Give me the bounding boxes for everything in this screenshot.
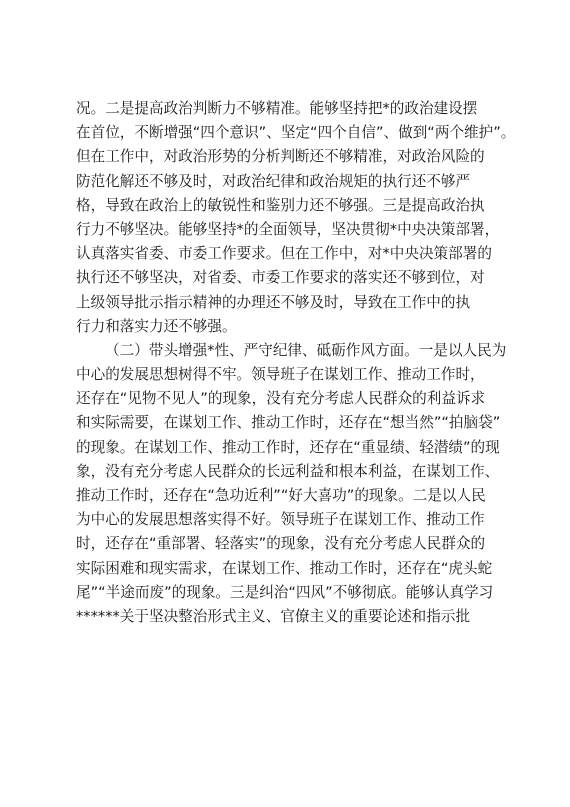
text-line: 格，导致在政治上的敏锐性和鉴别力还不够强。三是提高政治执 (76, 196, 485, 214)
text-line: 时，还存在“重部署、轻落实”的现象，没有充分考虑人民群众的 (76, 535, 486, 553)
text-line: 行力和落实力还不够强。 (76, 317, 237, 335)
text-line: ******关于坚决整治形式主义、官僚主义的重要论述和指示批 (76, 607, 471, 625)
document-body (76, 97, 516, 629)
text-line: 认真落实省委、市委工作要求。但在工作中，对*中央决策部署的 (76, 245, 492, 263)
section-heading-line: （二）带头增强*性、严守纪律、砥砺作风方面。一是以人民为 (105, 341, 507, 359)
text-line: 和实际需要，在谋划工作、推动工作时，还存在“想当然”“拍脑袋” (76, 414, 501, 432)
text-line: 实际困难和现实需求，在谋划工作、推动工作时，还存在“虎头蛇 (76, 559, 493, 577)
text-line: 但在工作中，对政治形势的分析判断还不够精准，对政治风险的 (76, 148, 485, 166)
text-line: 防范化解还不够及时，对政治纪律和政治规矩的执行还不够严 (76, 172, 471, 190)
text-line: 还存在“见物不见人”的现象，没有充分考虑人民群众的利益诉求 (76, 390, 486, 408)
text-line: 象，没有充分考虑人民群众的长远利益和根本利益，在谋划工作、 (76, 462, 500, 480)
text-line: 的现象。在谋划工作、推动工作时，还存在“重显绩、轻潜绩”的现 (76, 438, 500, 456)
text-line: 况。二是提高政治判断力不够精准。能够坚持把*的政治建设摆 (76, 100, 478, 117)
text-line: 为中心的发展思想落实得不好。领导班子在谋划工作、推动工作 (76, 511, 485, 529)
text-line: 行力不够坚决。能够坚持*的全面领导，坚决贯彻*中央决策部署， (76, 220, 500, 238)
text-line: 推动工作时，还存在“急功近利”“好大喜功”的现象。二是以人民 (76, 487, 486, 504)
text-line: 执行还不够坚决，对省委、市委工作要求的落实还不够到位，对 (76, 269, 485, 287)
text-line: 上级领导批示指示精神的办理还不够及时，导致在工作中的执 (76, 293, 471, 311)
text-line: 中心的发展思想树得不牢。领导班子在谋划工作、推动工作时， (76, 366, 485, 384)
text-line: 在首位，不断增强“四个意识”、坚定“四个自信”、做到“两个维护”。 (76, 124, 516, 142)
text-line: 尾”“半途而废”的现象。三是纠治“四风”不够彻底。能够认真学习 (76, 583, 494, 601)
